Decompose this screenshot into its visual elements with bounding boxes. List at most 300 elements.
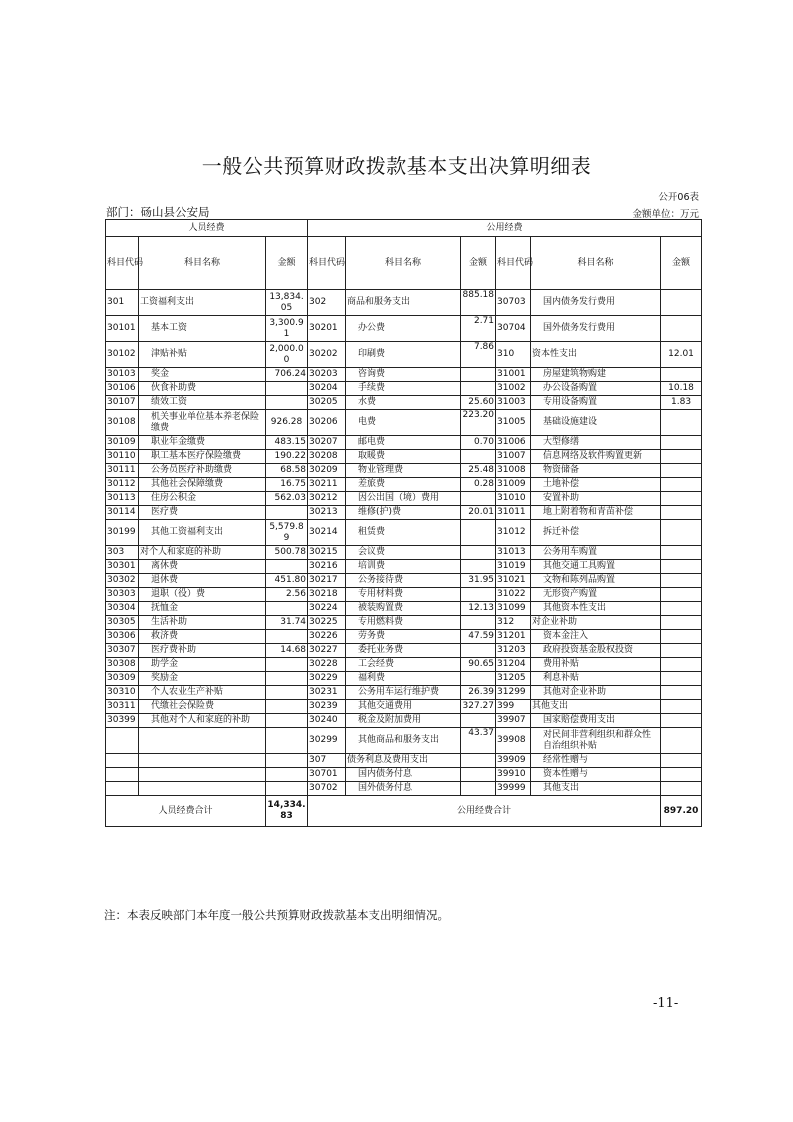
table-row — [106, 436, 702, 450]
table-row — [106, 754, 702, 768]
personnel-name — [139, 754, 266, 768]
expenditure-table — [105, 219, 702, 827]
capital-name: 办公设备购置 — [531, 382, 661, 396]
capital-code: 31022 — [496, 588, 531, 602]
personnel-amount: 13,834.05 — [266, 290, 308, 316]
personnel-code: 30302 — [106, 574, 139, 588]
public-name: 手续费 — [346, 382, 461, 396]
personnel-amount — [266, 714, 308, 728]
public-amount — [461, 768, 496, 782]
capital-amount — [661, 464, 702, 478]
capital-name: 其他支出 — [531, 700, 661, 714]
personnel-amount — [266, 672, 308, 686]
table-row — [106, 728, 702, 754]
personnel-code: 30101 — [106, 316, 139, 342]
table-row — [106, 616, 702, 630]
public-amount — [461, 546, 496, 560]
table-row — [106, 396, 702, 410]
totals-row — [106, 796, 702, 827]
capital-code: 31010 — [496, 492, 531, 506]
personnel-name: 退休费 — [139, 574, 266, 588]
public-amount: 26.39 — [461, 686, 496, 700]
public-amount: 0.70 — [461, 436, 496, 450]
table-row — [106, 492, 702, 506]
capital-code: 31001 — [496, 368, 531, 382]
capital-amount — [661, 492, 702, 506]
personnel-code: 30303 — [106, 588, 139, 602]
personnel-amount — [266, 382, 308, 396]
table-row — [106, 316, 702, 342]
capital-code: 31008 — [496, 464, 531, 478]
personnel-name: 职工基本医疗保险缴费 — [139, 450, 266, 464]
capital-amount: 10.18 — [661, 382, 702, 396]
public-code: 30702 — [308, 782, 346, 796]
header-amount: 金额 — [266, 237, 308, 290]
capital-code: 39907 — [496, 714, 531, 728]
public-name: 国外债务付息 — [346, 782, 461, 796]
capital-code: 31009 — [496, 478, 531, 492]
capital-name: 信息网络及软件购置更新 — [531, 450, 661, 464]
capital-amount — [661, 450, 702, 464]
personnel-name: 绩效工资 — [139, 396, 266, 410]
capital-name: 基础设施建设 — [531, 410, 661, 436]
personnel-code: 30199 — [106, 520, 139, 546]
personnel-name: 其他社会保障缴费 — [139, 478, 266, 492]
public-name: 物业管理费 — [346, 464, 461, 478]
capital-amount — [661, 754, 702, 768]
header-code: 科目代码 — [496, 237, 531, 290]
personnel-amount: 68.58 — [266, 464, 308, 478]
capital-name: 拆迁补偿 — [531, 520, 661, 546]
capital-amount — [661, 506, 702, 520]
personnel-amount: 31.74 — [266, 616, 308, 630]
public-code: 307 — [308, 754, 346, 768]
public-code: 30216 — [308, 560, 346, 574]
table-row — [106, 410, 702, 436]
capital-name: 其他支出 — [531, 782, 661, 796]
public-amount — [461, 450, 496, 464]
personnel-code: 30113 — [106, 492, 139, 506]
public-name: 印刷费 — [346, 342, 461, 368]
public-code: 30226 — [308, 630, 346, 644]
capital-amount — [661, 700, 702, 714]
capital-amount — [661, 316, 702, 342]
public-name: 公务用车运行维护费 — [346, 686, 461, 700]
public-amount: 885.18 — [461, 290, 496, 316]
public-name: 专用材料费 — [346, 588, 461, 602]
public-code: 30227 — [308, 644, 346, 658]
public-amount: 327.27 — [461, 700, 496, 714]
capital-name: 资本金注入 — [531, 630, 661, 644]
public-name: 培训费 — [346, 560, 461, 574]
public-amount — [461, 782, 496, 796]
public-amount — [461, 754, 496, 768]
header-name: 科目名称 — [346, 237, 461, 290]
department-label: 部门：砀山县公安局 — [106, 205, 210, 219]
personnel-name: 其他对个人和家庭的补助 — [139, 714, 266, 728]
public-amount — [461, 714, 496, 728]
capital-code: 310 — [496, 342, 531, 368]
capital-code: 39999 — [496, 782, 531, 796]
personnel-code: 30311 — [106, 700, 139, 714]
personnel-name: 生活补助 — [139, 616, 266, 630]
header-name: 科目名称 — [139, 237, 266, 290]
personnel-code: 30305 — [106, 616, 139, 630]
personnel-amount: 16.75 — [266, 478, 308, 492]
public-name: 委托业务费 — [346, 644, 461, 658]
personnel-code: 30304 — [106, 602, 139, 616]
table-row — [106, 478, 702, 492]
capital-amount — [661, 768, 702, 782]
capital-name: 文物和陈列品购置 — [531, 574, 661, 588]
personnel-amount — [266, 630, 308, 644]
public-code: 30202 — [308, 342, 346, 368]
personnel-total-amount: 14,334.83 — [266, 796, 308, 827]
capital-amount — [661, 436, 702, 450]
personnel-name: 救济费 — [139, 630, 266, 644]
public-code: 30208 — [308, 450, 346, 464]
public-total-amount: 897.20 — [661, 796, 702, 827]
capital-code: 31013 — [496, 546, 531, 560]
personnel-name: 基本工资 — [139, 316, 266, 342]
table-row — [106, 588, 702, 602]
public-name: 因公出国（境）费用 — [346, 492, 461, 506]
capital-name: 其他资本性支出 — [531, 602, 661, 616]
personnel-amount — [266, 506, 308, 520]
capital-code: 31006 — [496, 436, 531, 450]
capital-name: 资本性支出 — [531, 342, 661, 368]
capital-name: 经常性赠与 — [531, 754, 661, 768]
capital-code: 31019 — [496, 560, 531, 574]
personnel-name: 对个人和家庭的补助 — [139, 546, 266, 560]
personnel-code: 30301 — [106, 560, 139, 574]
public-code: 30205 — [308, 396, 346, 410]
public-amount: 223.20 — [461, 410, 496, 436]
table-code: 公开06表 — [658, 192, 699, 203]
personnel-code: 30107 — [106, 396, 139, 410]
public-amount: 2.71 — [461, 316, 496, 342]
personnel-amount: 5,579.89 — [266, 520, 308, 546]
public-amount: 43.37 — [461, 728, 496, 754]
personnel-name: 代缴社会保险费 — [139, 700, 266, 714]
personnel-name: 个人农业生产补贴 — [139, 686, 266, 700]
capital-name: 对民间非营利组织和群众性自治组织补贴 — [531, 728, 661, 754]
public-code: 30201 — [308, 316, 346, 342]
capital-amount — [661, 410, 702, 436]
personnel-code: 30106 — [106, 382, 139, 396]
public-code: 302 — [308, 290, 346, 316]
personnel-name — [139, 728, 266, 754]
public-amount: 47.59 — [461, 630, 496, 644]
capital-code: 39908 — [496, 728, 531, 754]
header-code: 科目代码 — [106, 237, 139, 290]
personnel-amount — [266, 728, 308, 754]
personnel-name: 职业年金缴费 — [139, 436, 266, 450]
table-row — [106, 672, 702, 686]
public-code: 30209 — [308, 464, 346, 478]
personnel-code — [106, 782, 139, 796]
personnel-code: 30399 — [106, 714, 139, 728]
public-amount — [461, 520, 496, 546]
public-name: 差旅费 — [346, 478, 461, 492]
table-row — [106, 382, 702, 396]
capital-code: 31204 — [496, 658, 531, 672]
personnel-code: 303 — [106, 546, 139, 560]
personnel-name: 公务员医疗补助缴费 — [139, 464, 266, 478]
public-name: 会议费 — [346, 546, 461, 560]
personnel-name: 离休费 — [139, 560, 266, 574]
public-name: 办公费 — [346, 316, 461, 342]
personnel-code: 30308 — [106, 658, 139, 672]
capital-name: 国外债务发行费用 — [531, 316, 661, 342]
public-code: 30204 — [308, 382, 346, 396]
personnel-code: 30102 — [106, 342, 139, 368]
personnel-amount — [266, 658, 308, 672]
public-code: 30215 — [308, 546, 346, 560]
capital-code: 30704 — [496, 316, 531, 342]
personnel-amount — [266, 782, 308, 796]
table-row — [106, 700, 702, 714]
capital-name: 大型修缮 — [531, 436, 661, 450]
personnel-name: 住房公积金 — [139, 492, 266, 506]
personnel-name — [139, 768, 266, 782]
personnel-name: 工资福利支出 — [139, 290, 266, 316]
personnel-name: 奖金 — [139, 368, 266, 382]
personnel-name: 伙食补助费 — [139, 382, 266, 396]
capital-amount — [661, 672, 702, 686]
table-row — [106, 464, 702, 478]
public-code: 30207 — [308, 436, 346, 450]
public-name: 取暖费 — [346, 450, 461, 464]
capital-code: 399 — [496, 700, 531, 714]
table-row — [106, 602, 702, 616]
capital-amount — [661, 714, 702, 728]
public-code: 30211 — [308, 478, 346, 492]
personnel-code: 30114 — [106, 506, 139, 520]
public-code: 30701 — [308, 768, 346, 782]
public-name: 维修(护)费 — [346, 506, 461, 520]
unit-label: 金额单位：万元 — [632, 209, 699, 220]
capital-name: 国家赔偿费用支出 — [531, 714, 661, 728]
personnel-amount: 926.28 — [266, 410, 308, 436]
personnel-amount — [266, 768, 308, 782]
capital-name: 无形资产购置 — [531, 588, 661, 602]
public-code: 30206 — [308, 410, 346, 436]
public-amount: 20.01 — [461, 506, 496, 520]
personnel-amount — [266, 700, 308, 714]
capital-code: 30703 — [496, 290, 531, 316]
capital-name: 对企业补助 — [531, 616, 661, 630]
personnel-amount — [266, 602, 308, 616]
public-name: 工会经费 — [346, 658, 461, 672]
table-row — [106, 450, 702, 464]
personnel-amount: 2.56 — [266, 588, 308, 602]
personnel-code — [106, 728, 139, 754]
public-name: 专用燃料费 — [346, 616, 461, 630]
personnel-name: 助学金 — [139, 658, 266, 672]
personnel-name: 抚恤金 — [139, 602, 266, 616]
table-row — [106, 714, 702, 728]
public-amount: 25.60 — [461, 396, 496, 410]
capital-amount — [661, 602, 702, 616]
public-code: 30225 — [308, 616, 346, 630]
public-amount — [461, 382, 496, 396]
public-code: 30231 — [308, 686, 346, 700]
personnel-amount: 3,300.91 — [266, 316, 308, 342]
capital-name: 其他交通工具购置 — [531, 560, 661, 574]
capital-amount — [661, 630, 702, 644]
public-name: 国内债务付息 — [346, 768, 461, 782]
capital-name: 专用设备购置 — [531, 396, 661, 410]
table-row — [106, 658, 702, 672]
header-amount: 金额 — [661, 237, 702, 290]
header-amount: 金额 — [461, 237, 496, 290]
personnel-name: 医疗费补助 — [139, 644, 266, 658]
public-name: 商品和服务支出 — [346, 290, 461, 316]
personnel-code — [106, 768, 139, 782]
capital-amount — [661, 616, 702, 630]
table-row — [106, 546, 702, 560]
public-code: 30239 — [308, 700, 346, 714]
capital-name: 公务用车购置 — [531, 546, 661, 560]
public-code: 30203 — [308, 368, 346, 382]
public-amount: 0.28 — [461, 478, 496, 492]
public-code: 30224 — [308, 602, 346, 616]
capital-amount — [661, 546, 702, 560]
capital-code: 31203 — [496, 644, 531, 658]
capital-name: 国内债务发行费用 — [531, 290, 661, 316]
section-public: 公用经费 — [308, 220, 702, 237]
public-amount — [461, 672, 496, 686]
capital-amount — [661, 560, 702, 574]
personnel-code: 30310 — [106, 686, 139, 700]
public-name: 福利费 — [346, 672, 461, 686]
personnel-amount: 562.03 — [266, 492, 308, 506]
public-name: 租赁费 — [346, 520, 461, 546]
table-row — [106, 574, 702, 588]
public-code: 30228 — [308, 658, 346, 672]
personnel-name: 机关事业单位基本养老保险缴费 — [139, 410, 266, 436]
public-code: 30229 — [308, 672, 346, 686]
personnel-amount — [266, 686, 308, 700]
public-name: 其他商品和服务支出 — [346, 728, 461, 754]
capital-code: 31003 — [496, 396, 531, 410]
table-note: 注：本表反映部门本年度一般公共预算财政拨款基本支出明细情况。 — [104, 908, 449, 922]
personnel-amount: 483.15 — [266, 436, 308, 450]
capital-amount — [661, 574, 702, 588]
public-amount — [461, 560, 496, 574]
public-amount: 7.86 — [461, 342, 496, 368]
capital-code: 312 — [496, 616, 531, 630]
public-amount: 25.48 — [461, 464, 496, 478]
capital-name: 其他对企业补助 — [531, 686, 661, 700]
public-code: 30217 — [308, 574, 346, 588]
public-code: 30218 — [308, 588, 346, 602]
table-row — [106, 368, 702, 382]
personnel-amount — [266, 560, 308, 574]
table-row — [106, 560, 702, 574]
public-name: 邮电费 — [346, 436, 461, 450]
public-name: 劳务费 — [346, 630, 461, 644]
personnel-amount: 706.24 — [266, 368, 308, 382]
capital-name: 资本性赠与 — [531, 768, 661, 782]
public-code: 30214 — [308, 520, 346, 546]
personnel-code: 30103 — [106, 368, 139, 382]
personnel-code: 301 — [106, 290, 139, 316]
personnel-code: 30110 — [106, 450, 139, 464]
public-amount: 12.13 — [461, 602, 496, 616]
capital-code: 31002 — [496, 382, 531, 396]
personnel-code: 30109 — [106, 436, 139, 450]
personnel-name: 退职（役）费 — [139, 588, 266, 602]
capital-code: 31011 — [496, 506, 531, 520]
section-personnel: 人员经费 — [106, 220, 308, 237]
personnel-amount — [266, 396, 308, 410]
capital-amount — [661, 686, 702, 700]
table-row — [106, 520, 702, 546]
capital-code: 31205 — [496, 672, 531, 686]
capital-amount — [661, 588, 702, 602]
capital-name: 安置补助 — [531, 492, 661, 506]
capital-code: 31299 — [496, 686, 531, 700]
public-amount: 31.95 — [461, 574, 496, 588]
capital-name: 费用补贴 — [531, 658, 661, 672]
table-row — [106, 782, 702, 796]
public-name: 税金及附加费用 — [346, 714, 461, 728]
capital-name: 政府投资基金股权投资 — [531, 644, 661, 658]
capital-name: 土地补偿 — [531, 478, 661, 492]
table-row — [106, 630, 702, 644]
public-name: 电费 — [346, 410, 461, 436]
personnel-amount: 190.22 — [266, 450, 308, 464]
table-row — [106, 768, 702, 782]
personnel-code — [106, 754, 139, 768]
personnel-name: 其他工资福利支出 — [139, 520, 266, 546]
public-code: 30299 — [308, 728, 346, 754]
capital-amount — [661, 658, 702, 672]
table-row — [106, 686, 702, 700]
personnel-name: 津贴补贴 — [139, 342, 266, 368]
capital-name: 利息补贴 — [531, 672, 661, 686]
personnel-amount: 14.68 — [266, 644, 308, 658]
public-amount: 90.65 — [461, 658, 496, 672]
public-amount — [461, 492, 496, 506]
public-name: 债务利息及费用支出 — [346, 754, 461, 768]
capital-amount — [661, 644, 702, 658]
personnel-amount: 500.78 — [266, 546, 308, 560]
capital-code: 31005 — [496, 410, 531, 436]
public-total-label: 公用经费合计 — [308, 796, 661, 827]
capital-amount — [661, 368, 702, 382]
capital-amount — [661, 290, 702, 316]
capital-code: 31012 — [496, 520, 531, 546]
public-code: 30240 — [308, 714, 346, 728]
capital-code: 31021 — [496, 574, 531, 588]
capital-amount: 12.01 — [661, 342, 702, 368]
public-amount — [461, 368, 496, 382]
header-code: 科目代码 — [308, 237, 346, 290]
page-number: -11- — [653, 996, 679, 1011]
personnel-name: 医疗费 — [139, 506, 266, 520]
table-row — [106, 644, 702, 658]
capital-amount — [661, 520, 702, 546]
public-amount — [461, 616, 496, 630]
public-name: 其他交通费用 — [346, 700, 461, 714]
public-code: 30213 — [308, 506, 346, 520]
personnel-total-label: 人员经费合计 — [106, 796, 266, 827]
capital-amount — [661, 782, 702, 796]
personnel-code: 30112 — [106, 478, 139, 492]
